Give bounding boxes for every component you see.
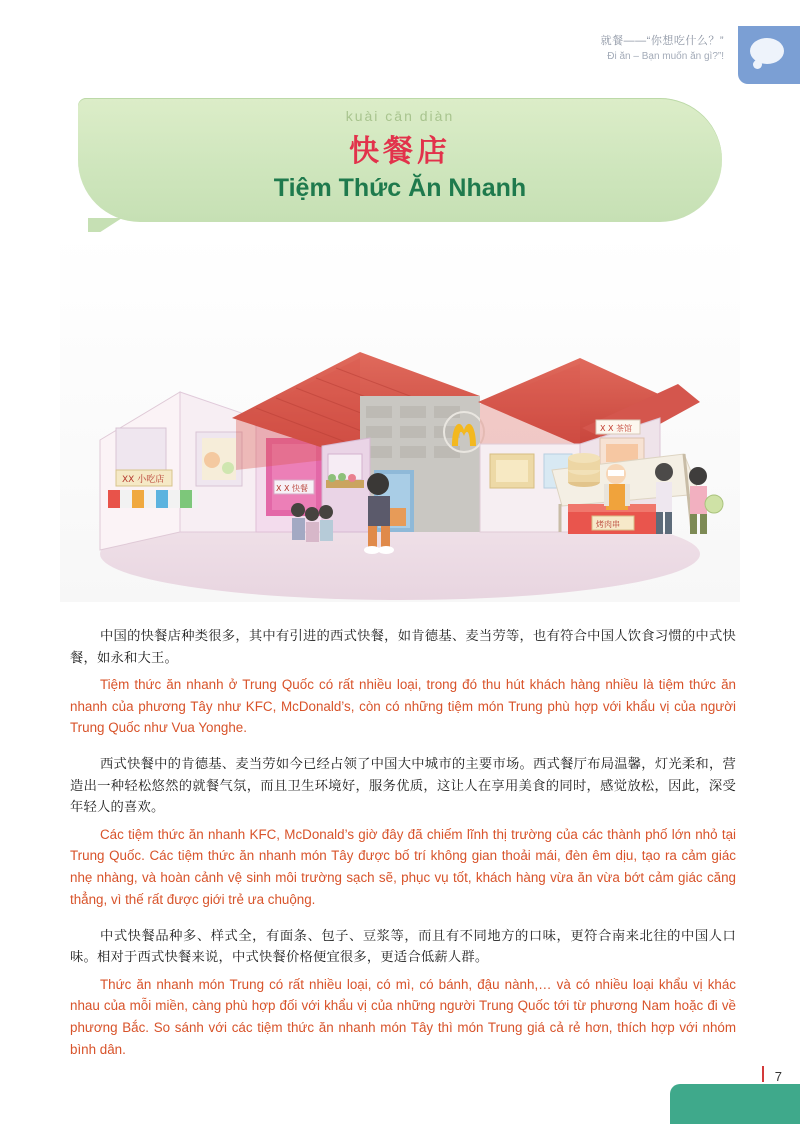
illustration-svg [60, 232, 740, 602]
article-body [70, 625, 736, 1074]
header-running-title [601, 26, 738, 62]
svg-text:X X 茶馆: X X 茶馆 [600, 424, 633, 433]
page-number: 7 [774, 1069, 782, 1084]
header-chinese-line: 就餐——“你想吃什么？” [600, 35, 724, 47]
street-scene-illustration [60, 232, 740, 602]
page-title: 快餐店 [349, 135, 451, 168]
lesson-title-banner [78, 98, 722, 222]
svg-text:XX 小吃店: XX 小吃店 [122, 475, 165, 485]
footer-bar [670, 1084, 800, 1124]
speech-bubble-shape [750, 38, 784, 64]
footer-tick-mark [762, 1066, 764, 1082]
paragraph-cn-1: 中国的快餐店种类很多，其中有引进的西式快餐，如肯德基、麦当劳等，也有符合中国人饮食习惯的中式快餐，如永和大王。 [70, 628, 736, 665]
page-title-vietnamese: Tiệm Thức Ăn Nhanh [273, 174, 527, 202]
header-vietnamese-line: Đi ăn – Bạn muốn ăn gì?”! [607, 51, 724, 62]
svg-text:烤肉串: 烤肉串 [596, 520, 620, 529]
paragraph-cn-2: 西式快餐中的肯德基、麦当劳如今已经占领了中国大中城市的主要市场。西式餐厅布局温馨，灯光柔和，营造出一种轻松悠然的就餐气氛，而且卫生环境好，服务优质，这让人在享用美食的同时，感觉放松，因此，深受年轻人的喜欢。 [70, 756, 736, 815]
paragraph-cn-3: 中式快餐品种多、样式全，有面条、包子、豆浆等，而且有不同地方的口味，更符合南来北往的中国人口味。相对于西式快餐来说，中式快餐价格便宜很多，更适合低薪人群。 [70, 927, 736, 965]
paragraph-vn-1: Tiệm thức ăn nhanh ở Trung Quốc có rất nhiều loại, trong đó thu hút khách hàng nhiều là tiệm thức ăn nhanh của phương Tây như KFC, McDonald’s, còn có những tiệm món Trung phù hợp với khẩu vị của người Trung Quốc như Vua Yonghe. [70, 677, 736, 736]
speech-bubble-icon [738, 26, 800, 84]
svg-text:X X 快餐: X X 快餐 [276, 484, 309, 493]
page-header [460, 26, 800, 84]
title-pinyin: kuài cān diàn [345, 108, 455, 124]
paragraph-vn-3: Thức ăn nhanh món Trung có rất nhiều loại, có mì, có bánh, đậu nành,… và có nhiều loại khẩu vị khác nhau của mỗi miền, càng phù hợp đối với khẩu vị của những người Trung Quốc tới từ phương Nam hoặc đi về phương Bắc. So sánh với các tiệm thức ăn nhanh món Tây thì món Trung giá cả rẻ hơn, thích hợp với nhóm bình dân. [70, 976, 736, 1057]
paragraph-vn-2: Các tiệm thức ăn nhanh KFC, McDonald’s giờ đây đã chiếm lĩnh thị trường của các thành phố lớn nhỏ tại Trung Quốc. Các tiệm thức ăn nhanh món Tây được bố trí không gian thoải mái, đèn êm dịu, tạo ra cảm giác nhẹ nhàng, và hoàn cảnh vệ sinh môi trường sạch sẽ, phục vụ tốt, khách hàng vừa ăn vừa bớt cảm giác căng thẳng, vì thế rất được giới trẻ ưa chuộng. [70, 826, 736, 907]
